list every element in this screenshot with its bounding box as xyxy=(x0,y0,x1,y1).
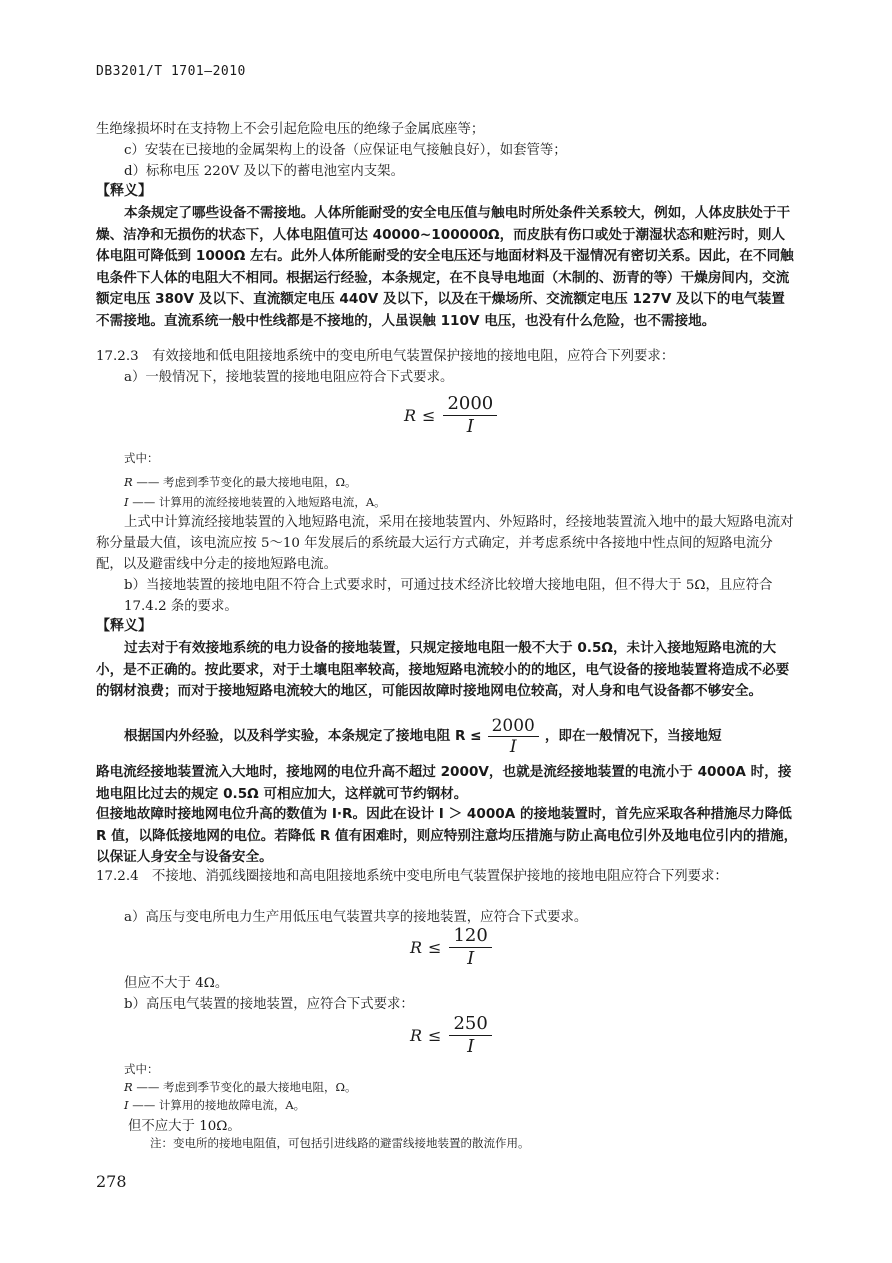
numerator: 250 xyxy=(449,1013,491,1036)
explanation-heading-2: 【释义】 xyxy=(96,618,152,634)
text-pre: 根据国内外经验，以及科学实验，本条规定了接地电阻 R ≤ xyxy=(124,727,482,744)
denominator: I xyxy=(466,416,474,437)
note: 注：变电所的接地电阻值，可包括引进线路的避雷线接地装置的散流作用。 xyxy=(150,1136,530,1150)
document-header: DB3201/T 1701—2010 xyxy=(96,64,246,79)
symbol-I: I xyxy=(124,495,129,509)
item-b-text: b）当接地装置的接地电阻不符合上式要求时，可通过技术经济比较增大接地电阻，但不得大于 5Ω，且应符合 17.4.2 条的要求。 xyxy=(124,578,773,614)
definition-R xyxy=(124,474,357,490)
where-label-2: 式中： xyxy=(124,1062,159,1076)
explanation-paragraph-2c: 路电流经接地装置流入大地时，接地网的电位升高不超过 2000V，也就是流经接地装置的电流小于 4000A 时，接地电阻比过去的规定 0.5Ω 可相应加大，这样就可节约钢材。 xyxy=(96,764,792,802)
limit-10-ohm: 但不应大于 10Ω。 xyxy=(128,1119,241,1134)
formula-var: R xyxy=(404,406,417,425)
fraction xyxy=(449,1013,491,1058)
text-post: ，即在一般情况下，当接地短 xyxy=(544,727,722,744)
clause-17-2-4: 17.2.4 不接地、消弧线圈接地和高电阻接地系统中变电所电气装置保护接地的接地电阻应符合下列要求： xyxy=(96,869,728,884)
item-b-2: b）高压电气装置的接地装置，应符合下式要求： xyxy=(124,997,414,1012)
item-a-2: a）高压与变电所电力生产用低压电气装置共享的接地装置，应符合下式要求。 xyxy=(124,910,588,925)
list-item-d: d）标称电压 220V 及以下的蓄电池室内支架。 xyxy=(124,164,404,179)
symbol-R: R xyxy=(124,1080,133,1094)
formula-op: ≤ xyxy=(422,406,436,425)
formula-var: R xyxy=(410,1026,423,1045)
text-line: 生绝缘损坏时在支持物上不会引起危险电压的绝缘子金属底座等； xyxy=(96,122,485,137)
item-a: a）一般情况下，接地装置的接地电阻应符合下式要求。 xyxy=(124,370,454,385)
fraction xyxy=(449,925,491,970)
clause-17-2-3: 17.2.3 有效接地和低电阻接地系统中的变电所电气装置保护接地的接地电阻，应符合下列要求： xyxy=(96,349,675,364)
definition-I-2 xyxy=(124,1097,305,1113)
formula-var: R xyxy=(410,938,423,957)
denominator: I xyxy=(509,737,517,757)
explanation-heading: 【释义】 xyxy=(96,183,152,199)
formula-r-120 xyxy=(410,925,492,970)
definition-I xyxy=(124,494,386,510)
where-label: 式中： xyxy=(124,451,159,465)
explanation-paragraph: 本条规定了哪些设备不需接地。人体所能耐受的安全电压值与触电时所处条件关系较大，例如，人体皮肤处于干燥、洁净和无损伤的状态下，人体电阻值可达 40000~100000Ω，而皮肤有伤口或处于潮湿状态和赃污时，则人体电阻可降低到 1000Ω 左右。此外人体所能耐受的安全电压还与地面材料及干湿情况有密切关系。因此，在不同触电条件下人体的电阻大不相同。根据运行经验，本条规定，在不良导电地面（木制的、沥青的等）干燥房间内，交流额定电压 380V 及以下、直流额定电压 440V 及以下，以及在干燥场所、交流额定电压 127V 及以下的电气装置不需接地。直流系统一般中性线都是不接地的，人虽误触 110V 电压，也没有什么危险，也不需接地。 xyxy=(96,205,794,329)
explanation-paragraph-2a: 过去对于有效接地系统的电力设备的接地装置，只规定接地电阻一般不大于 0.5Ω，未计入接地短路电流的大小，是不正确的。按此要求，对于土壤电阻率较高，接地短路电流较小的的地区，电气设备的接地装置将造成不必要的钢材浪费；而对于接地短路电流较大的地区，可能因故障时接地网电位较高，对人身和电气设备都不够安全。 xyxy=(96,640,790,699)
definition-text: —— 计算用的流经接地装置的入地短路电流，A。 xyxy=(132,495,386,509)
definition-text: —— 考虑到季节变化的最大接地电阻，Ω。 xyxy=(136,1080,357,1094)
definition-text: —— 考虑到季节变化的最大接地电阻，Ω。 xyxy=(136,475,357,489)
paragraph-calc: 上式中计算流经接地装置的入地短路电流，采用在接地装置内、外短路时，经接地装置流入地中的最大短路电流对称分量最大值，该电流应按 5～10 年发展后的系统最大运行方式确定，并考虑系统中各接地中性点间的短路电流分配，以及避雷线中分走的接地短路电流。 xyxy=(96,515,794,572)
formula-op: ≤ xyxy=(428,1026,442,1045)
inline-fraction xyxy=(488,716,539,757)
definition-R-2 xyxy=(124,1079,357,1095)
numerator: 2000 xyxy=(488,716,539,737)
formula-r-250 xyxy=(410,1013,492,1058)
item-b xyxy=(96,575,798,617)
symbol-I: I xyxy=(124,1098,129,1112)
denominator: I xyxy=(467,1036,475,1057)
denominator: I xyxy=(467,948,475,969)
formula-op: ≤ xyxy=(428,938,442,957)
numerator: 120 xyxy=(449,925,491,948)
definition-text: —— 计算用的接地故障电流，A。 xyxy=(132,1098,306,1112)
numerator: 2000 xyxy=(443,393,497,416)
list-item-c: c）安装在已接地的金属架构上的设备（应保证电气接触良好），如套管等； xyxy=(124,143,567,158)
explanation-line-with-fraction xyxy=(124,716,722,757)
fraction xyxy=(443,393,497,438)
formula-r-2000 xyxy=(404,393,497,438)
limit-4-ohm: 但应不大于 4Ω。 xyxy=(124,976,229,991)
explanation-paragraph-2d: 但接地故障时接地网电位升高的数值为 I·R。因此在设计 I ＞ 4000A 的接地装置时，首先应采取各种措施尽力降低 R 值，以降低接地网的电位。若降低 R 值有困难时，则应特别注意均压措施与防止高电位引外及地电位引内的措施，以保证人身安全与设备安全。 xyxy=(96,806,798,865)
symbol-R: R xyxy=(124,475,133,489)
page-number: 278 xyxy=(96,1172,127,1191)
